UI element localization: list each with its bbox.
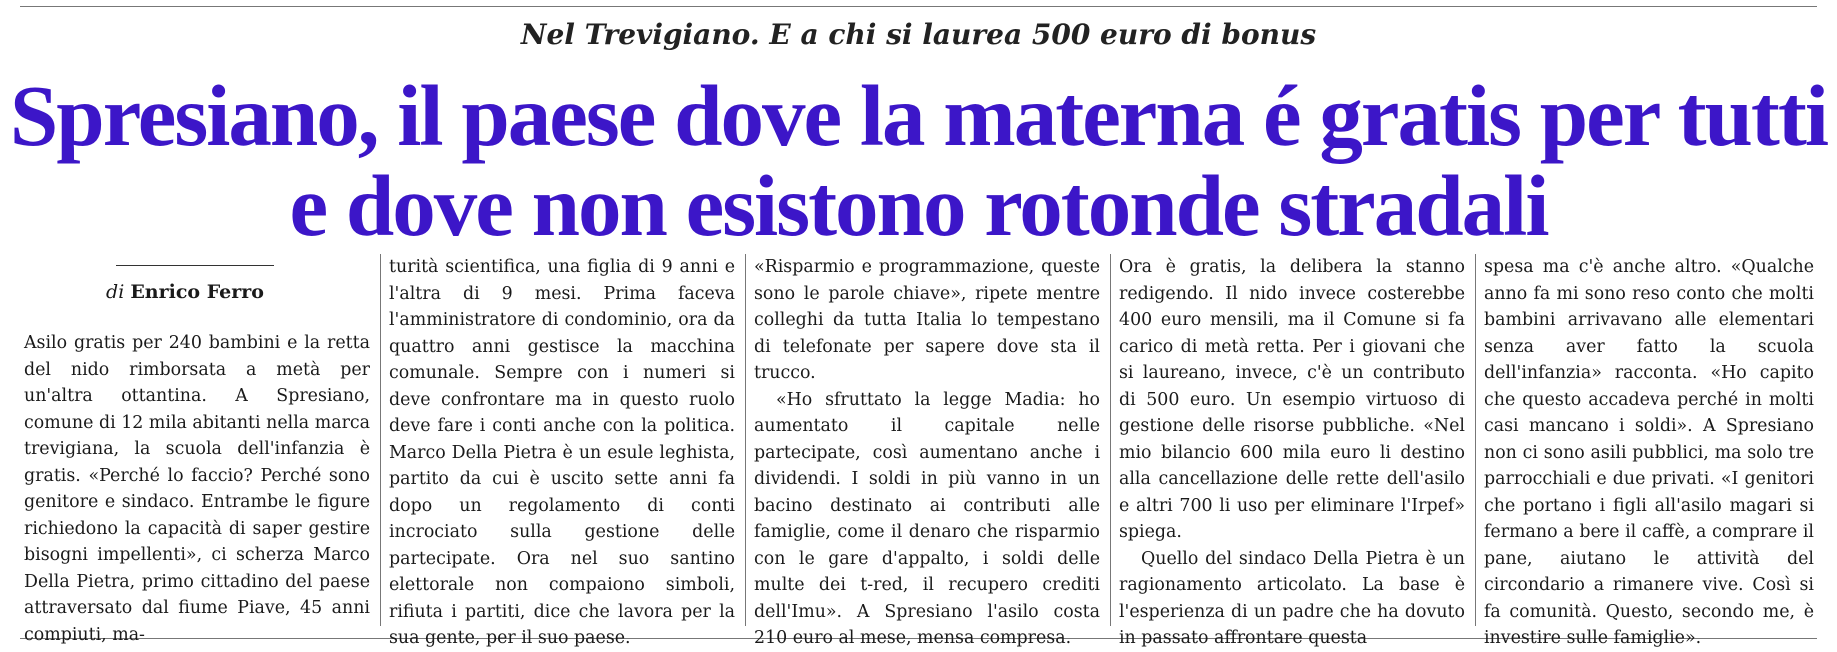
column-4 bbox=[1119, 254, 1465, 648]
column-separator-2 bbox=[745, 254, 746, 626]
headline-line-2: e dove non esistono rotonde stradali bbox=[289, 157, 1548, 254]
column-1-paragraph-1: Asilo gratis per 240 bambini e la retta del nido rimborsata a metà per un'altra ottantina. A Spresiano, comune di 12 mila abitanti nella marca trevigiana, la scuola dell'infanzia è gratis. «Perché lo faccio? Perché sono genitore e sindaco. Entrambe le figure richiedono la capacità di saper gestire bisogni impellenti», ci scherza Marco Della Pietra, primo cittadino del paese attraversato dal fiume Piave, 45 anni compiuti, ma- bbox=[24, 333, 370, 645]
column-3-paragraph-1: «Risparmio e programmazione, queste sono le parole chiave», ripete mentre colleghi da tutta Italia lo tempestano di telefonate per sapere dove sta il trucco. bbox=[754, 257, 1100, 383]
byline-author: Enrico Ferro bbox=[130, 281, 264, 303]
column-5 bbox=[1484, 254, 1814, 648]
column-separator-1 bbox=[380, 254, 381, 626]
column-1 bbox=[24, 330, 370, 645]
column-separator-4 bbox=[1475, 254, 1476, 626]
byline-prefix: di bbox=[106, 281, 125, 303]
column-2-paragraph-1: turità scientifica, una figlia di 9 anni e l'altra di 9 mesi. Prima faceva l'amministratore di condominio, ora da quattro anni gestisce la macchina comunale. Sempre con i numeri si deve confrontare ma in questo ruolo deve fare i conti anche con la politica. Marco Della Pietra è un esule leghista, partito da cui è uscito sette anni fa dopo un regolamento di conti incrociato sulla gestione delle partecipate. Ora nel suo santino elettorale non compaiono simboli, rifiuta i partiti, dice che lavora per la sua gente, per il suo paese. bbox=[389, 257, 735, 648]
headline-line-1: Spresiano, il paese dove la materna é gratis per tutti bbox=[9, 67, 1828, 164]
column-4-paragraph-1: Ora è gratis, la delibera la stanno redigendo. Il nido invece costerebbe 400 euro mensili, ma il Comune si fa carico di metà retta. Per i giovani che si laureano, invece, c'è un contributo di 500 euro. Un esempio virtuoso di gestione delle risorse pubbliche. «Nel mio bilancio 600 mila euro li destino alla cancellazione delle rette dell'asilo e altri 700 li uso per eliminare l'Irpef» spiega. bbox=[1119, 257, 1465, 542]
kicker: Nel Trevigiano. E a chi si laurea 500 euro di bonus bbox=[520, 18, 1317, 51]
column-3 bbox=[754, 254, 1100, 648]
column-2 bbox=[389, 254, 735, 648]
column-separator-3 bbox=[1110, 254, 1111, 626]
byline bbox=[0, 281, 370, 303]
column-3-paragraph-2: «Ho sfruttato la legge Madia: ho aumentato il capitale nelle partecipate, così aumentano anche i dividendi. I soldi in più vanno in un bacino destinato ai contributi alle famiglie, come il denaro che risparmio con le gare d'appalto, i soldi delle multe dei t-red, il recupero crediti dell'Imu». A Spresiano l'asilo costa 210 euro al mese, mensa compresa. bbox=[754, 389, 1100, 648]
byline-rule bbox=[116, 265, 274, 266]
column-5-paragraph-1: spesa ma c'è anche altro. «Qualche anno fa mi sono reso conto che molti bambini arrivavano alle elementari senza aver fatto la scuola dell'infanzia» racconta. «Ho capito che questo accadeva perché in molti casi mancano i soldi». A Spresiano non ci sono asili pubblici, ma solo tre parrocchiali e due privati. «I genitori che portano i figli all'asilo magari si fermano a bere il caffè, a comprare il pane, aiutano le attività del circondario a rimanere vive. Così si fa comunità. Questo, secondo me, è investire sulle famiglie». bbox=[1484, 257, 1814, 648]
column-4-paragraph-2: Quello del sindaco Della Pietra è un ragionamento articolato. La base è l'esperienza di un padre che ha dovuto in passato affrontare questa bbox=[1119, 548, 1465, 648]
